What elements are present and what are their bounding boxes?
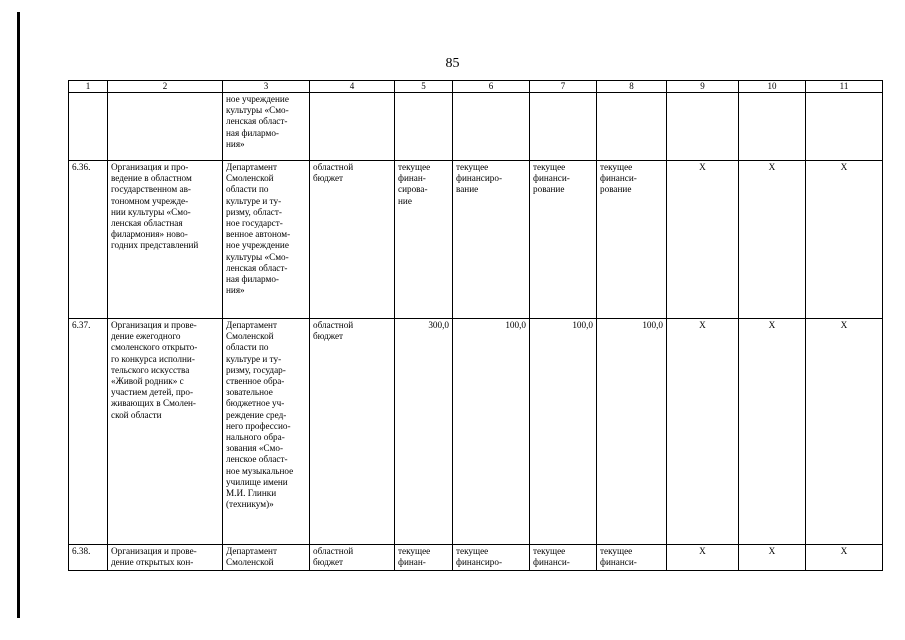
column-header: 8 (597, 81, 667, 93)
amount-cell: текущее финан- (395, 545, 453, 571)
event-name-cell (108, 93, 223, 161)
table-row-6-37 (69, 319, 883, 545)
column-header: 9 (667, 81, 739, 93)
column-header: 3 (223, 81, 310, 93)
funding-source-cell (310, 93, 395, 161)
mark-cell: X (739, 161, 806, 319)
page-number: 85 (445, 56, 460, 71)
column-header: 10 (739, 81, 806, 93)
executor-cell: Департамент Смоленской (223, 545, 310, 571)
amount-cell (395, 93, 453, 161)
executor-cell: ное учреждение культуры «Смо- ленская област- ная филармо- ния» (223, 93, 310, 161)
table-row-continuation (69, 93, 883, 161)
mark-cell (806, 93, 883, 161)
column-header: 4 (310, 81, 395, 93)
column-header: 7 (530, 81, 597, 93)
amount-cell: текущее финанси- рование (530, 161, 597, 319)
amount-cell: 100,0 (597, 319, 667, 545)
mark-cell: X (667, 161, 739, 319)
amount-cell: текущее финансиро- вание (453, 161, 530, 319)
item-number-cell (69, 93, 108, 161)
column-number-row (69, 81, 883, 93)
executor-cell: Департамент Смоленской области по культуре и ту- ризму, област- ное государст- венное автоном- ное учреждение культуры «Смо- ленская област- ная филармо- ния» (223, 161, 310, 319)
amount-cell (453, 93, 530, 161)
event-name-cell: Организация и прове- дение открытых кон- (108, 545, 223, 571)
mark-cell: X (806, 545, 883, 571)
funding-source-cell: областной бюджет (310, 319, 395, 545)
amount-cell: 100,0 (530, 319, 597, 545)
column-header: 11 (806, 81, 883, 93)
amount-cell (530, 93, 597, 161)
mark-cell: X (667, 545, 739, 571)
column-header: 2 (108, 81, 223, 93)
amount-cell: текущее финан- сирова- ние (395, 161, 453, 319)
column-header: 1 (69, 81, 108, 93)
amount-cell: текущее финанси- рование (597, 161, 667, 319)
amount-cell (597, 93, 667, 161)
amount-cell: текущее финансиро- (453, 545, 530, 571)
mark-cell (739, 93, 806, 161)
funding-source-cell: областной бюджет (310, 161, 395, 319)
mark-cell: X (806, 161, 883, 319)
amount-cell: 300,0 (395, 319, 453, 545)
mark-cell: X (806, 319, 883, 545)
mark-cell: X (739, 319, 806, 545)
amount-cell: текущее финанси- (597, 545, 667, 571)
amount-cell: текущее финанси- (530, 545, 597, 571)
left-margin-bar (17, 12, 20, 618)
item-number-cell: 6.36. (69, 161, 108, 319)
table-row-6-36 (69, 161, 883, 319)
event-name-cell: Организация и прове- дение ежегодного смоленского открыто- го конкурса исполни- тельского искусства «Живой родник» с участием детей, про- живающих в Смолен- ской области (108, 319, 223, 545)
item-number-cell: 6.37. (69, 319, 108, 545)
column-header: 6 (453, 81, 530, 93)
mark-cell: X (739, 545, 806, 571)
executor-cell: Департамент Смоленской области по культуре и ту- ризму, государ- ственное обра- зовательное бюджетное уч- реждение сред- него профессио- нального обра- зования «Смо- ленское област- ное музыкальное училище имени М.И. Глинки (техникум)» (223, 319, 310, 545)
item-number-cell: 6.38. (69, 545, 108, 571)
event-name-cell: Организация и про- ведение в областном государственном ав- тономном учрежде- нии культуры «Смо- ленская областная филармония» ново- годних представлений (108, 161, 223, 319)
mark-cell: X (667, 319, 739, 545)
funding-source-cell: областной бюджет (310, 545, 395, 571)
amount-cell: 100,0 (453, 319, 530, 545)
mark-cell (667, 93, 739, 161)
column-header: 5 (395, 81, 453, 93)
table-row-6-38 (69, 545, 883, 571)
budget-table (68, 80, 883, 571)
